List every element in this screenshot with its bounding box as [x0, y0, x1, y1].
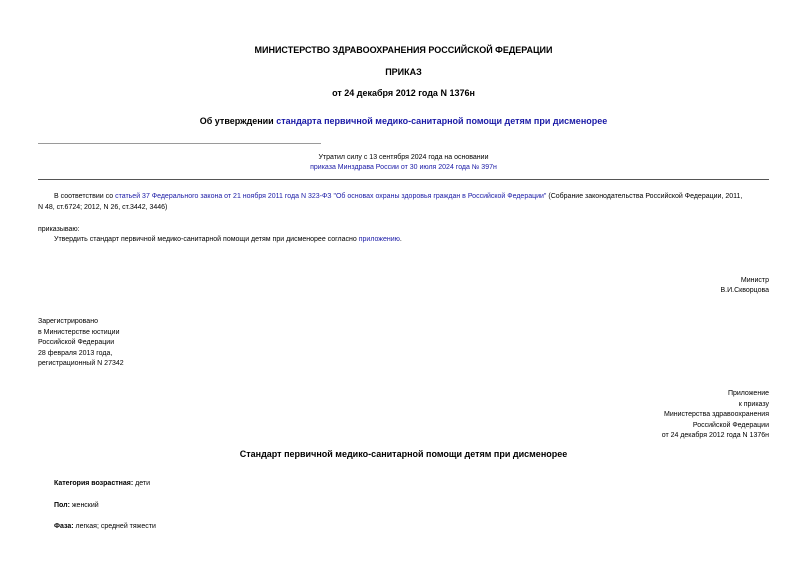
doc-date-number: от 24 декабря 2012 года N 1376н: [332, 88, 475, 98]
appendix-block: [662, 389, 769, 442]
appendix-line: Министерства здравоохранения: [664, 411, 769, 418]
appendix-line: от 24 декабря 2012 года N 1376н: [661, 432, 769, 439]
field-label: Категория возрастная:: [54, 480, 134, 487]
doc-title-link[interactable]: стандарта первичной медико-санитарной помощи детям при дисменорее: [276, 116, 608, 126]
long-divider: [38, 179, 769, 180]
approve-line: [54, 235, 402, 246]
preamble-prefix: В соответствии со: [54, 193, 116, 200]
repeal-note-line2: [0, 163, 807, 174]
field-value: дети: [133, 480, 150, 487]
registration-block: [38, 317, 124, 370]
standard-title: Стандарт первичной медико-санитарной помощи детям при дисменорее: [239, 449, 568, 459]
ministry-heading: МИНИСТЕРСТВО ЗДРАВООХРАНЕНИЯ РОССИЙСКОЙ ФЕДЕРАЦИИ: [254, 45, 553, 55]
standard-field-sex: [54, 501, 99, 512]
standard-field-age: [54, 479, 150, 490]
preamble-line1: [54, 192, 774, 203]
field-label: Фаза:: [54, 523, 74, 530]
field-label: Пол:: [54, 502, 70, 509]
appendix-link[interactable]: приложению: [358, 236, 400, 243]
appendix-line: к приказу: [738, 400, 769, 408]
signature-position: Министр: [740, 277, 769, 284]
preamble-line2: N 48, ст.6724; 2012, N 26, ст.3442, 3446): [38, 204, 168, 211]
registration-line: в Министерстве юстиции: [38, 328, 120, 336]
field-value: легкая; средней тяжести: [73, 523, 156, 530]
field-value: женский: [69, 502, 99, 509]
preamble-suffix: (Собрание законодательства Российской Федерации, 2011,: [546, 193, 743, 200]
approve-prefix: Утвердить стандарт первичной медико-санитарной помощи детям при дисменорее согласно: [54, 236, 359, 243]
appendix-line: Приложение: [727, 390, 769, 397]
appendix-line: Российской Федерации: [692, 421, 769, 429]
standard-field-phase: [54, 522, 156, 533]
registration-line: Российской Федерации: [38, 339, 115, 346]
registration-line: 28 февраля 2013 года,: [38, 349, 113, 357]
signature-name: В.И.Скворцова: [720, 287, 769, 294]
federal-law-link[interactable]: статьей 37 Федерального закона от 21 ноября 2011 года N 323-ФЗ "Об основах охраны здоровья граждан в Российской Федерации": [115, 193, 547, 200]
short-divider: [38, 143, 321, 144]
approve-suffix: .: [399, 236, 402, 243]
repeal-note-line1: Утратил силу с 13 сентября 2024 года на основании: [318, 154, 489, 161]
registration-line: регистрационный N 27342: [38, 360, 124, 367]
order-word: приказываю:: [38, 226, 80, 233]
repeal-order-link[interactable]: приказа Минздрава России от 30 июля 2024 года № 397н: [310, 164, 497, 171]
doc-type-heading: ПРИКАЗ: [385, 67, 422, 77]
doc-title-prefix: Об утверждении: [199, 116, 277, 126]
doc-title: [0, 116, 807, 126]
registration-line: Зарегистрировано: [38, 318, 98, 325]
